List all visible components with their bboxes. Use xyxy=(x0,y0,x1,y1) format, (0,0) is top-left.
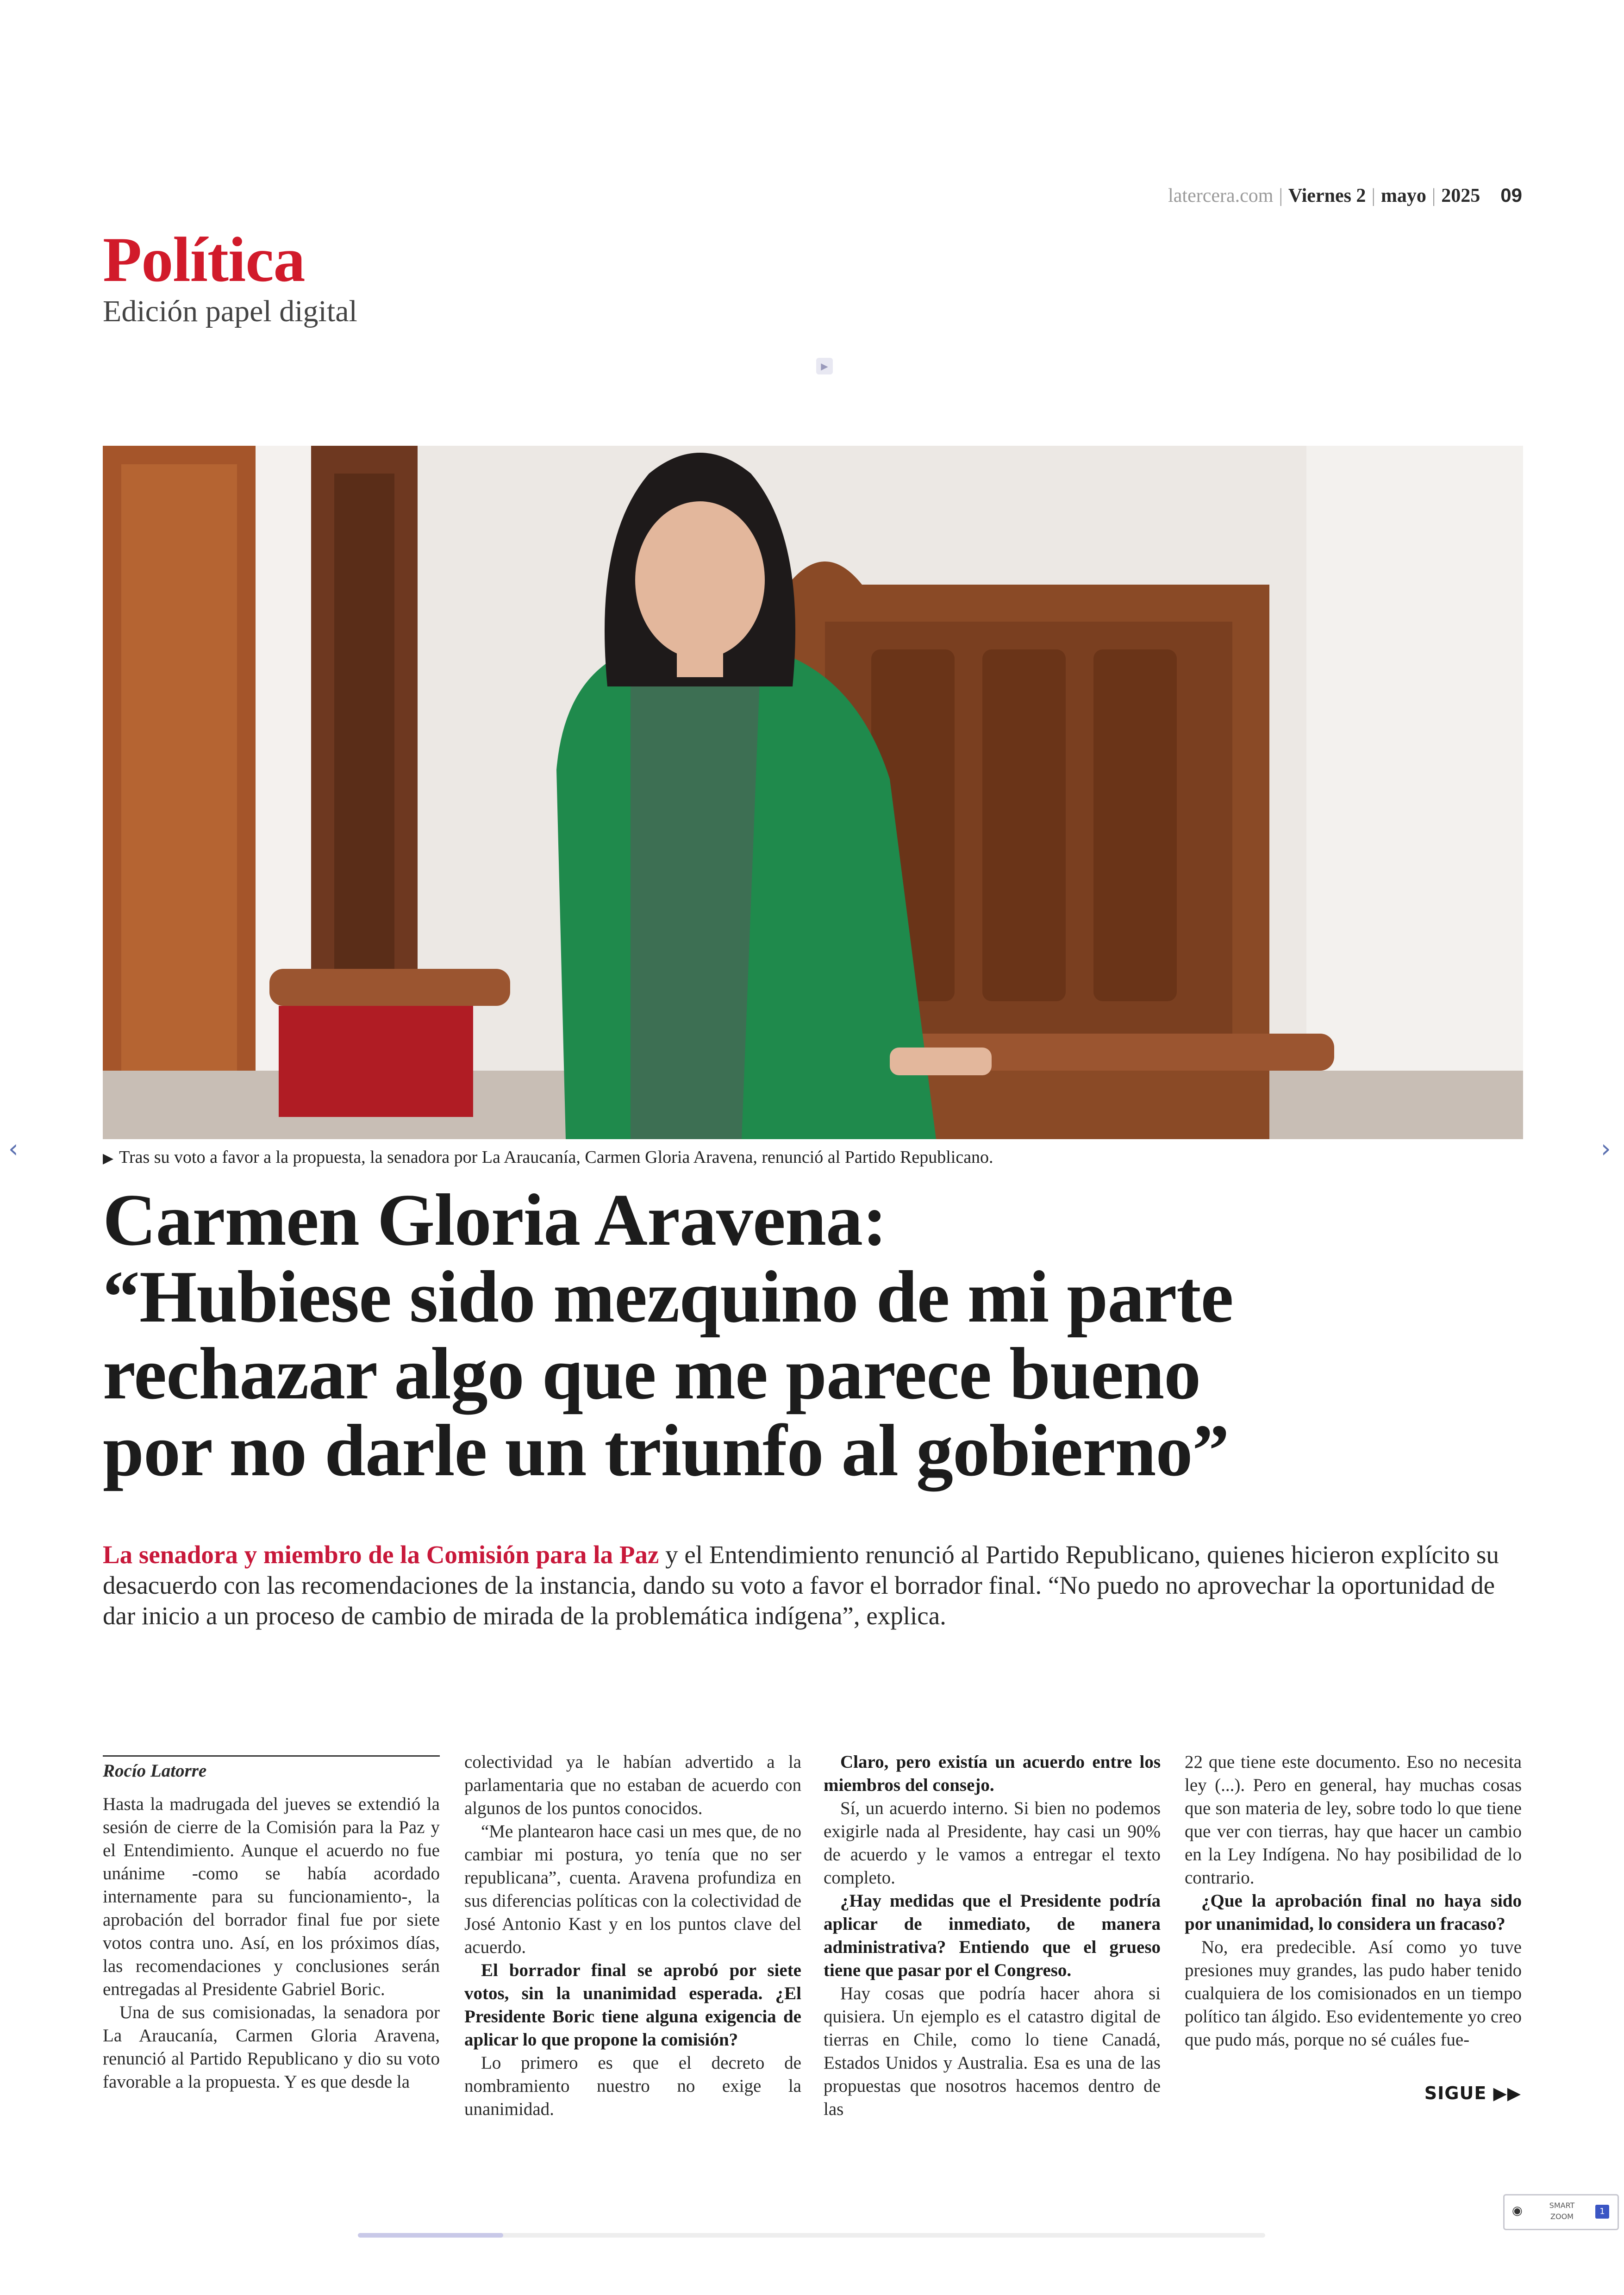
photo-illustration xyxy=(103,446,1523,1139)
site-name: latercera.com xyxy=(1168,185,1274,206)
article-column-2 xyxy=(464,1751,801,2121)
eye-icon: ◉ xyxy=(1512,2204,1523,2218)
interview-question: Claro, pero existía un acuerdo entre los miembros del consejo. xyxy=(824,1752,1161,1795)
paragraph: colectividad ya le habían advertido a la parlamentaria que no estaban de acuerdo con algunos de los puntos conocidos. xyxy=(464,1752,801,1818)
play-icon[interactable]: ▶ xyxy=(816,358,833,374)
next-page-icon[interactable]: › xyxy=(1601,1134,1611,1163)
article-photo xyxy=(103,446,1523,1139)
separator: | xyxy=(1371,185,1375,206)
headline xyxy=(103,1181,1529,1489)
article-column-1 xyxy=(103,1755,440,2094)
issue-month: mayo xyxy=(1380,185,1426,206)
section-title: Política xyxy=(103,224,305,295)
interview-answer: No, era predecible. Así como yo tuve presiones muy grandes, las pudo haber tenido cualquiera de los comisionados en un tiempo político tan álgido. Eso evidentemente yo creo que pudo más, porque no sé cuáles fue- xyxy=(1185,1937,1522,2050)
lede xyxy=(103,1540,1523,1631)
lede-rest: y el Entendimiento renunció al Partido Republicano, quienes hicieron explícito su desacuerdo con las recomendaciones de la instancia, dando su voto a favor el borrador final. “No puedo no aprovechar la oportunidad de dar inicio a un proceso de cambio de mirada de la problemática indígena”, explica. xyxy=(103,1540,1499,1630)
interview-question: ¿Que la aprobación final no haya sido por unanimidad, lo considera un fracaso? xyxy=(1185,1891,1522,1934)
smart-zoom-label-line: SMART xyxy=(1549,2201,1575,2210)
headline-line: “Hubiese sido mezquino de mi parte xyxy=(103,1255,1233,1338)
paragraph: Una de sus comisionadas, la senadora por La Araucanía, Carmen Gloria Aravena, renunció al Partido Republicano y dio su voto favorable a la propuesta. Y es que desde la xyxy=(103,2002,440,2092)
headline-line: rechazar algo que me parece bueno xyxy=(103,1332,1201,1415)
interview-question: El borrador final se aprobó por siete votos, sin la unanimidad esperada. ¿El Presidente Boric tiene alguna exigencia de aplicar lo que propone la comisión? xyxy=(464,1960,801,2050)
article-column-4 xyxy=(1185,1751,1522,2052)
smart-zoom-label xyxy=(1542,2200,1582,2222)
page-number: 09 xyxy=(1500,184,1522,206)
section-subtitle: Edición papel digital xyxy=(103,294,357,328)
paragraph: “Me plantearon hace casi un mes que, de no cambiar mi postura, yo tenía que no ser republicana”, cuenta. Aravena profundiza en sus diferencias políticas con la colectividad de José Antonio Kast y en los puntos clave del acuerdo. xyxy=(464,1821,801,1957)
interview-answer: Lo primero es que el decreto de nombramiento nuestro no exige la unanimidad. xyxy=(464,2053,801,2119)
issue-day: Viernes 2 xyxy=(1288,185,1366,206)
previous-page-icon[interactable]: ‹ xyxy=(8,1134,19,1163)
zoom-badge: 1 xyxy=(1595,2205,1609,2219)
reading-progress-bar[interactable] xyxy=(358,2233,1265,2238)
interview-answer: Sí, un acuerdo interno. Si bien no podemos exigirle nada al Presidente, hay casi un 90% de acuerdo y le vamos a entregar el texto completo. xyxy=(824,1798,1161,1888)
paragraph: Hasta la madrugada del jueves se extendió la sesión de cierre de la Comisión para la Paz y el Entendimiento. Aunque el acuerdo no fue unánime -como se había acordado internamente para su funcionamiento-, la aprobación del borrador final fue por siete votos contra uno. Así, en los próximos días, las recomendaciones y conclusiones serán entregadas al Presidente Gabriel Boric. xyxy=(103,1794,440,1999)
smart-zoom-label-line: ZOOM xyxy=(1550,2212,1574,2221)
smart-zoom-button[interactable] xyxy=(1503,2194,1619,2230)
interview-question: ¿Hay medidas que el Presidente podría aplicar de inmediato, de manera administrativa? Entiendo que el grueso tiene que pasar por el Congreso. xyxy=(824,1891,1161,1980)
lede-lead: La senadora y miembro de la Comisión para la Paz xyxy=(103,1540,659,1569)
photo-caption-text: Tras su voto a favor a la propuesta, la senadora por La Araucanía, Carmen Gloria Aravena, renunció al Partido Republicano. xyxy=(119,1148,993,1167)
headline-line: por no darle un triunfo al gobierno” xyxy=(103,1409,1229,1491)
photo-caption xyxy=(103,1147,993,1167)
interview-answer: 22 que tiene este documento. Eso no necesita ley (...). Pero en general, hay muchas cosas que son materia de ley, sobre todo lo que tiene que ver con tierras, hay que hacer un cambio en la Ley Indígena. No hay posibilidad de lo contrario. xyxy=(1185,1752,1522,1888)
byline: Rocío Latorre xyxy=(103,1755,440,1783)
headline-line: Carmen Gloria Aravena: xyxy=(103,1179,887,1261)
separator: | xyxy=(1279,185,1283,206)
issue-year: 2025 xyxy=(1441,185,1480,206)
caption-marker-icon: ▶ xyxy=(103,1150,114,1166)
issue-meta xyxy=(1168,184,1522,207)
separator: | xyxy=(1431,185,1436,206)
continue-link[interactable]: SIGUE ▶▶ xyxy=(1424,2083,1521,2103)
interview-answer: Hay cosas que podría hacer ahora si quisiera. Un ejemplo es el catastro digital de tierras en Chile, como lo tiene Canadá, Estados Unidos y Australia. Esa es una de las propuestas que nosotros hacemos dentro de las xyxy=(824,1983,1161,2119)
article-column-3 xyxy=(824,1751,1161,2121)
reading-progress-fill xyxy=(358,2233,503,2238)
